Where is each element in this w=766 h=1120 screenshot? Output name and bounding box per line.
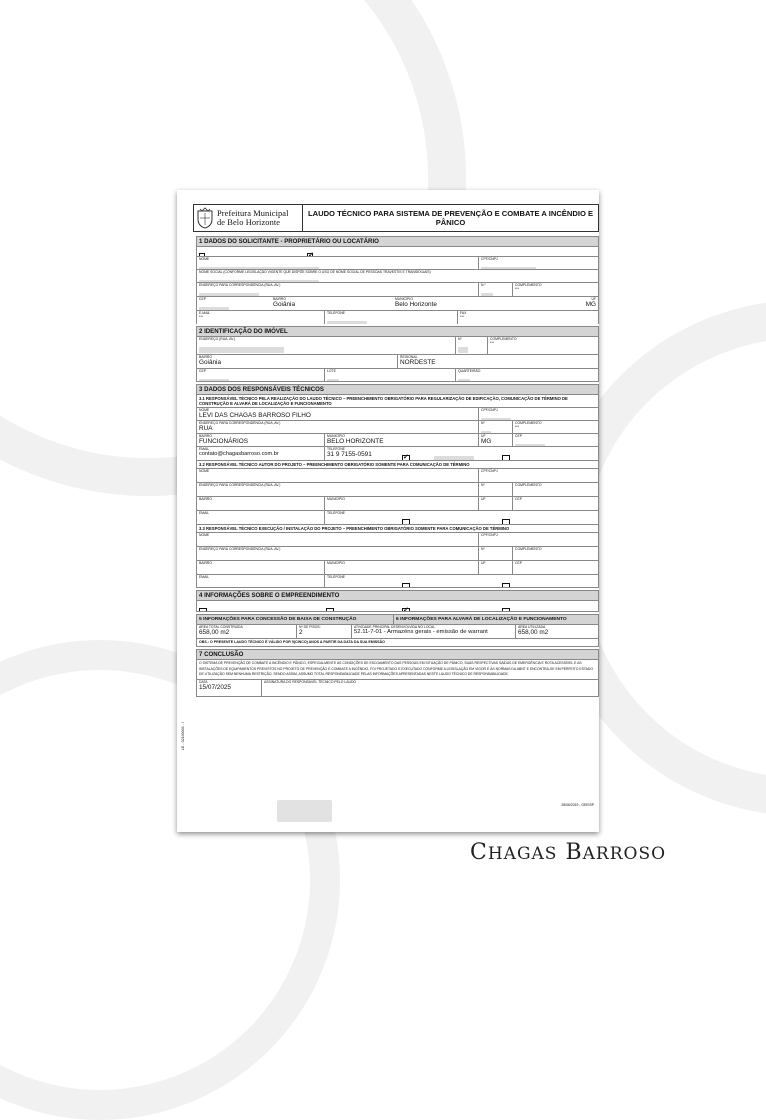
pref-line2: de Belo Horizonte [217,218,281,227]
label: COMPLEMENTO [490,337,517,341]
subsection-3-3: 3.3 RESPONSÁVEL TÉCNICO EXECUÇÃO / INSTALAÇÃO DO PROJETO – PREENCHIMENTO OBRIGATÓRIO SOMENTE PARA COMUNICAÇÃO DE TÉRMINO [196,524,599,532]
label: CEP [199,297,206,301]
value: 15/07/2025 [199,684,231,692]
document-page [177,190,599,832]
value: *** [490,341,494,346]
section-1-title: 1 DADOS DO SOLICITANTE - PROPRIETÁRIO OU LOCATÁRIO [196,236,599,246]
value: BELO HORIZONTE [327,438,384,446]
label: Nº [481,547,485,551]
side-code: LE - 02100004 - I [181,722,185,750]
value: NORDESTE [400,359,436,367]
crea-checkbox[interactable] [402,583,410,587]
label: CPF/CNPJ [481,533,498,537]
label: ENDEREÇO PARA CORRESPONDÊNCIA (RUA, AV.) [199,483,281,487]
label: DATA [199,679,208,684]
owner-checkbox[interactable] [199,253,205,256]
value: Belo Horizonte [395,301,437,309]
section-4-title: 4 INFORMAÇÕES SOBRE O EMPREENDIMENTO [196,590,599,600]
pbh-logo [194,205,303,231]
crea-option[interactable] [400,447,500,460]
label: NOME [199,408,210,412]
label: CEP [515,434,522,438]
form-header [193,204,599,232]
mixed-option[interactable] [500,601,598,611]
label: ENDEREÇO PARA CORRESPONDÊNCIA (RUA, AV.) [199,547,281,551]
label: COMPLEMENTO [515,483,542,487]
label: QUARTEIRÃO [458,369,481,373]
label: E-MAIL [199,311,211,315]
label: COMPLEMENTO [515,283,542,287]
non-residential-option[interactable] [400,601,500,611]
redacted-field [458,379,470,381]
section-7-title: 7 CONCLUSÃO [196,649,599,659]
use-option[interactable] [197,601,324,611]
label: Nº [481,421,485,425]
label: MUNICÍPIO [327,434,345,438]
cau-option[interactable] [500,511,598,524]
value: RUA [199,425,213,433]
label: BAIRRO [199,497,212,501]
crest-icon [196,207,214,229]
label: ENDEREÇO PARA CORRESPONDÊNCIA (RUA, AV.) [199,283,281,287]
value: *** [515,425,519,430]
label: EMAIL [199,511,210,515]
redacted-field [327,321,367,324]
cau-option[interactable] [500,447,598,460]
use-checkbox[interactable] [199,608,207,611]
value: 2 [299,629,303,637]
redacted-field [481,293,493,296]
redacted-field [199,347,284,353]
label: COMPLEMENTO [515,547,542,551]
redacted-field [481,431,491,433]
redacted-field [199,379,229,381]
label: CPF/CNPJ [481,469,498,473]
label: CPF/CNPJ [481,408,498,412]
label: CEP [515,497,522,501]
label: UF [481,561,486,565]
value: MG [585,301,596,309]
label: BAIRRO [273,297,286,301]
value: Goiânia [273,301,296,309]
form-title: LAUDO TÉCNICO PARA SISTEMA DE PREVENÇÃO E COMBATE A INCÊNDIO E PÂNICO [307,209,594,227]
redacted-field [515,444,545,446]
value: contato@chagasbarroso.com.br [199,451,279,458]
label: FAX [460,311,467,315]
cau-option[interactable] [500,575,598,587]
label: REGIONAL [400,355,418,359]
label: ÁREA TOTAL CONSTRUÍDA [199,625,243,629]
label: BAIRRO [199,355,212,359]
label: EMAIL [199,447,210,451]
label: MUNICÍPIO [327,561,345,565]
value: 52.11-7-01 - Armazéns gerais - emissão de warrant [354,629,488,636]
value: 658,00 m2 [199,629,230,637]
label: NOME [199,469,210,473]
crea-checkbox[interactable] [402,455,410,460]
value: FUNCIONÁRIOS [199,438,248,446]
value: LEVI DAS CHAGAS BARROSO FILHO [199,412,311,420]
tenant-checkbox[interactable] [307,253,313,256]
mixed-checkbox[interactable] [502,608,510,611]
label: CEP [199,369,206,373]
label: COMPLEMENTO [515,421,542,425]
value: MG [481,438,492,446]
label: LOTE [327,369,336,373]
redacted-field [199,293,259,296]
label: TELEFONE [327,311,345,315]
label: UF [481,497,486,501]
cau-checkbox[interactable] [502,455,510,460]
label: TELEFONE [327,511,345,515]
brand-letter: C [470,840,488,865]
label: EMAIL [199,575,210,579]
redacted-field [481,418,511,420]
brand-word: HAGAS [487,844,558,864]
label: CPF/CNPJ [481,257,498,261]
subsection-3-1: 3.1 RESPONSÁVEL TÉCNICO PELA REALIZAÇÃO DO LAUDO TÉCNICO – PREENCHIMENTO OBRIGATÓRIO PARA REGULARIZAÇÃO DE EDIFICAÇÃO, COMUNICAÇÃO DE TÉRMINO DE CONSTRUÇÃO E ALVARÁ DE LOCALIZAÇÃO E FUNCIONAMENTO [196,394,599,407]
section-5-title: 5 INFORMAÇÕES PARA CONCESSÃO DE BAIXA DE CONSTRUÇÃO [196,614,394,624]
label: N.º [481,283,486,287]
label: Nº [481,483,485,487]
brand-word: ARROSO [582,844,667,864]
conclusion-text: O SISTEMA DE PREVENÇÃO DE COMBATE A INCÊNDIO E PÂNICO, ESPECIALMENTE AS CONDIÇÕES DE ESCOAMENTO DAS PESSOAS EM SITUAÇÃO DE PÂNICO, SUAS RESPECTIVAS SAÍDAS DE EMERGÊNCIA E ROTA ACESSÍVEL E AS INSTALAÇÕES DE EQUIPAMENTOS PREVISTOS NO PROJETO DE PREVENÇÃO E COMBATE A INCÊNDIO, FOI PROJETADO E EXECUTADO CONFORME A LEGISLAÇÃO EM VIGOR E ÀS NORMAS DA ABNT E ENCONTRA-SE EM PERFEITO ESTADO DE UTILIZAÇÃO SEM NENHUMA RESTRIÇÃO. SENDO ASSIM, ASSUMO TOTAL RESPONSABILIDADE PELAS INFORMAÇÕES APRESENTADAS NESTE LAUDO TÉCNICO DE RESPONSABILIDADE. [196,659,599,679]
form-version: 28/06/2019 - GEEISP [561,803,594,807]
subsection-3-2: 3.2 RESPONSÁVEL TÉCNICO AUTOR DO PROJETO – PREENCHIMENTO OBRIGATÓRIO SOMENTE PARA COMUNICAÇÃO DE TÉRMINO [196,460,599,468]
tenant-option[interactable] [305,247,598,256]
redacted-field [327,379,339,381]
signature-redacted [277,800,332,822]
form-body [196,236,599,697]
label: BAIRRO [199,434,212,438]
redacted-field [199,280,319,282]
redacted-field [481,267,536,269]
crea-checkbox[interactable] [402,519,410,524]
redacted-field [199,267,319,269]
residential-checkbox[interactable] [326,608,334,611]
label: UF [591,297,596,301]
label: ASSINATURA DO RESPONSÁVEL TÉCNICO PELO LAUDO [264,679,357,684]
label: MUNICÍPIO [395,297,413,301]
owner-option[interactable] [197,247,305,256]
redacted-field [199,307,229,310]
crea-option[interactable] [400,575,500,587]
crea-option[interactable] [400,511,500,524]
label: Nº DE PISOS: [299,625,321,629]
non-residential-checkbox[interactable] [402,608,410,611]
cau-checkbox[interactable] [502,583,510,587]
section-2-title: 2 IDENTIFICAÇÃO DO IMÓVEL [196,326,599,336]
redacted-field [434,456,474,460]
pref-line1: Prefeitura Municipal [217,209,289,218]
label: MUNICÍPIO [327,497,345,501]
label: ÁREA UTILIZADA [518,625,546,629]
label: NOME [199,533,210,537]
value: 658,00 m2 [518,629,549,637]
value: Goiânia [199,359,222,367]
label: BAIRRO [199,561,212,565]
value: *** [515,287,519,292]
label: NOME SOCIAL (CONFORME LEGISLAÇÃO VIGENTE QUE DISPÕE SOBRE O USO DE NOME SOCIAL DE PESSOAS TRAVESTIS E TRANSEXUAIS) [199,270,431,274]
residential-option[interactable] [324,601,400,611]
validity-note: OBS.: O PRESENTE LAUDO TÉCNICO É VÁLIDO POR 5(CINCO) ANOS A PARTIR DA DATA DA SUA EMISSÃO [196,638,599,647]
brand-letter: B [565,840,583,865]
label: TELEFONE [327,447,345,451]
label: CEP [515,561,522,565]
label: ATIVIDADE PRINCIPAL DESENVOLVIDA NO LOCAL [354,625,436,629]
value: *** [460,315,464,320]
value: 31 9 7155-0591 [327,451,372,459]
redacted-field [458,347,468,353]
section-6-title: 6 INFORMAÇÕES PARA ALVARÁ DE LOCALIZAÇÃO E FUNCIONAMENTO [394,614,599,624]
label: ENDEREÇO PARA CORRESPONDÊNCIA (RUA, AV.) [199,421,281,425]
cau-checkbox[interactable] [502,519,510,524]
label: UF [481,434,486,438]
value: *** [199,315,203,320]
label: ENDEREÇO (RUA, AV.) [199,337,236,341]
label: Nº [458,337,462,341]
brand-logo [470,840,666,865]
label: NOME [199,257,210,261]
section-3-title: 3 DADOS DOS RESPONSÁVEIS TÉCNICOS [196,384,599,394]
label: TELEFONE [327,575,345,579]
